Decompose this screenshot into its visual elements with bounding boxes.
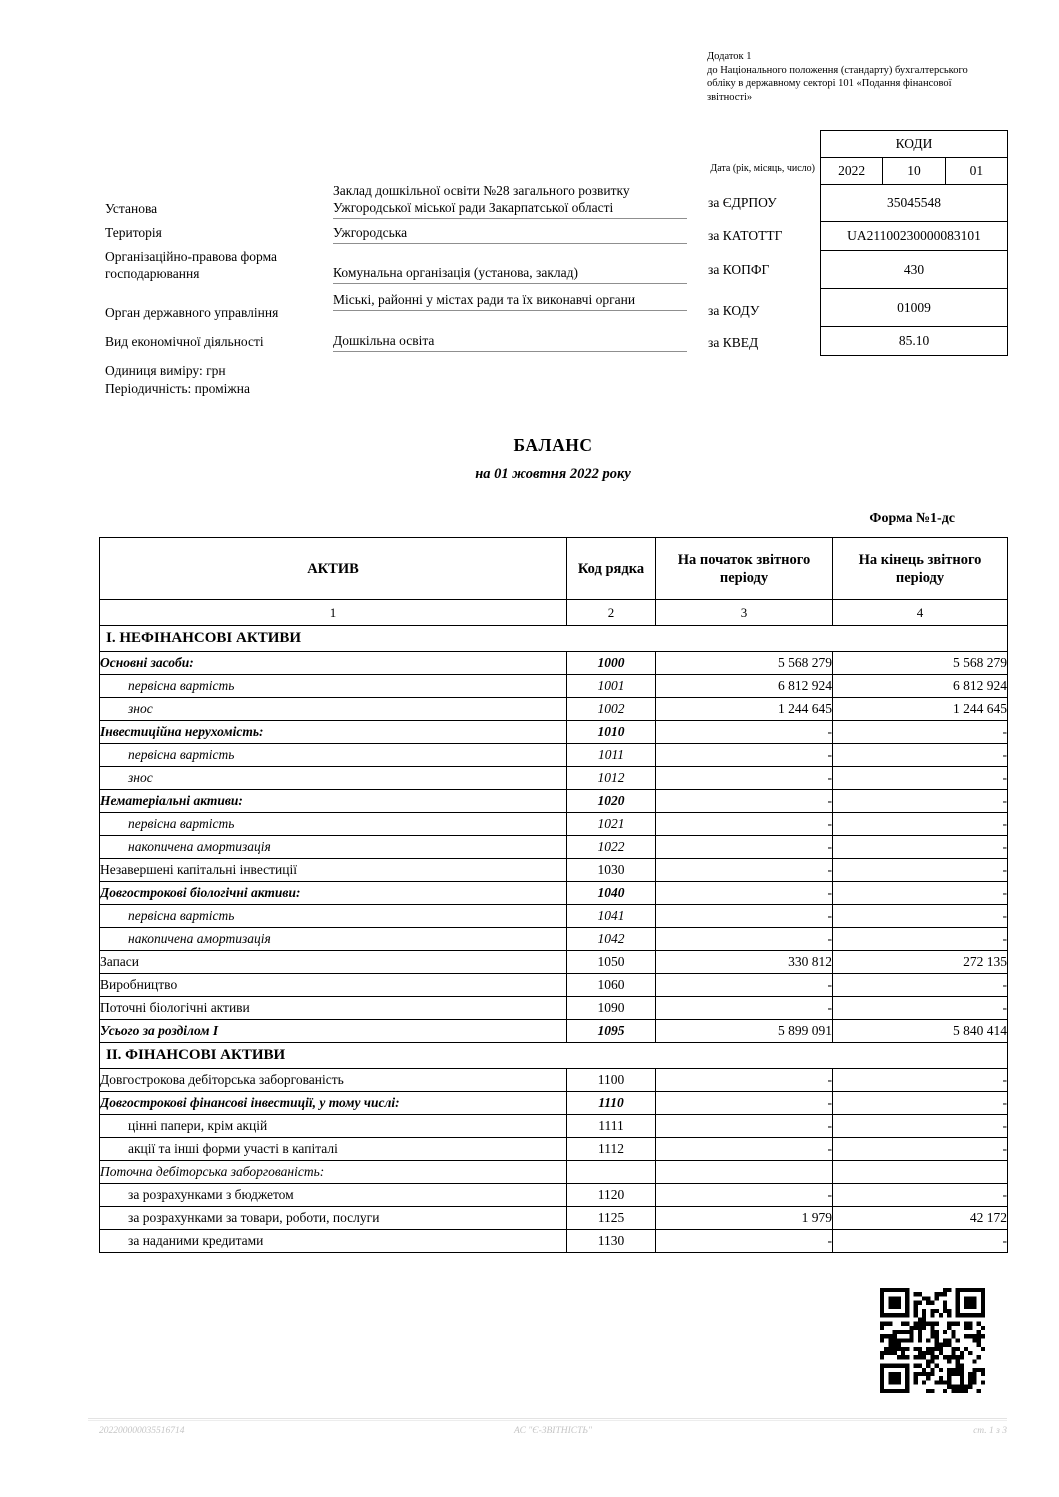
- row-value-end: 5 840 414: [833, 1020, 1008, 1043]
- row-code: 1000: [567, 652, 656, 675]
- section-header: І. НЕФІНАНСОВІ АКТИВИ: [100, 626, 1008, 652]
- row-value-end: 6 812 924: [833, 675, 1008, 698]
- table-row: [100, 1184, 1008, 1207]
- kodu-label: за КОДУ: [708, 303, 760, 318]
- row-code: 1095: [567, 1020, 656, 1043]
- table-row: [100, 1138, 1008, 1161]
- row-value-end: -: [833, 882, 1008, 905]
- row-value-end: 42 172: [833, 1207, 1008, 1230]
- row-value-end: -: [833, 1184, 1008, 1207]
- table-row: [100, 790, 1008, 813]
- row-value-start: -: [656, 997, 833, 1020]
- appendix-note-line: Додаток 1: [707, 51, 752, 62]
- table-row: [100, 905, 1008, 928]
- footer-divider: [88, 1418, 1007, 1421]
- org-label-organ: Орган державного управління: [105, 305, 279, 320]
- row-value-end: -: [833, 790, 1008, 813]
- document-title: БАЛАНС: [513, 435, 593, 455]
- kopfg-value: 430: [821, 251, 1008, 289]
- row-value-end: -: [833, 1069, 1008, 1092]
- table-row: [100, 859, 1008, 882]
- table-row: [100, 626, 1008, 652]
- col-number: 4: [833, 600, 1008, 626]
- row-value-start: -: [656, 1230, 833, 1253]
- appendix-note-line: звітності»: [707, 91, 753, 103]
- row-value-start: -: [656, 882, 833, 905]
- table-row: [100, 974, 1008, 997]
- row-code: [567, 1161, 656, 1184]
- row-code: 1010: [567, 721, 656, 744]
- row-code: 1130: [567, 1230, 656, 1253]
- appendix-note-line: до Національного положення (стандарту) бухгалтерського: [707, 64, 968, 76]
- col-number: 2: [567, 600, 656, 626]
- row-value-end: -: [833, 813, 1008, 836]
- periodicity: Періодичність: проміжна: [105, 381, 250, 396]
- table-row: [100, 1207, 1008, 1230]
- table-row: [100, 675, 1008, 698]
- table-row: [100, 652, 1008, 675]
- row-value-start: 6 812 924: [656, 675, 833, 698]
- appendix-note: [707, 50, 1012, 104]
- table-row: [100, 767, 1008, 790]
- kopfg-label: за КОПФГ: [708, 262, 770, 277]
- row-code: 1110: [567, 1092, 656, 1115]
- form-number-label: Форма №1-дс: [869, 511, 955, 526]
- edrpou-value: 35045548: [821, 185, 1008, 222]
- row-value-end: -: [833, 744, 1008, 767]
- col-header-period-end: На кінець звітного періоду: [833, 538, 1008, 600]
- table-row: [100, 698, 1008, 721]
- katottg-value: UA21100230000083101: [821, 222, 1008, 251]
- row-value-start: [656, 1161, 833, 1184]
- org-label-kved: Вид економічної діяльності: [105, 334, 264, 349]
- row-value-end: -: [833, 859, 1008, 882]
- row-value-start: -: [656, 928, 833, 951]
- row-code: 1011: [567, 744, 656, 767]
- row-value-start: 1 979: [656, 1207, 833, 1230]
- org-label-terytoria: Територія: [105, 225, 162, 240]
- table-row: [100, 928, 1008, 951]
- row-code: 1112: [567, 1138, 656, 1161]
- row-value-end: 1 244 645: [833, 698, 1008, 721]
- row-code: 1090: [567, 997, 656, 1020]
- date-year: 2022: [821, 158, 883, 185]
- row-name: за розрахунками за товари, роботи, послуги: [100, 1207, 567, 1230]
- row-name: Усього за розділом І: [100, 1020, 567, 1043]
- col-header-period-start: На початок звітного періоду: [656, 538, 833, 600]
- col-number: 3: [656, 600, 833, 626]
- row-code: 1021: [567, 813, 656, 836]
- row-value-start: -: [656, 859, 833, 882]
- row-code: 1120: [567, 1184, 656, 1207]
- row-value-end: -: [833, 1230, 1008, 1253]
- row-name: Довгострокові фінансові інвестиції, у тому числі:: [100, 1092, 567, 1115]
- row-value-start: 5 899 091: [656, 1020, 833, 1043]
- row-code: 1012: [567, 767, 656, 790]
- row-value-end: -: [833, 997, 1008, 1020]
- row-name: Основні засоби:: [100, 652, 567, 675]
- kved-value: 85.10: [821, 327, 1008, 356]
- kved-label: за КВЕД: [708, 335, 759, 350]
- col-number: 1: [100, 600, 567, 626]
- row-name: Виробництво: [100, 974, 567, 997]
- document-subtitle: на 01 жовтня 2022 року: [475, 466, 631, 482]
- qr-code: [880, 1288, 985, 1393]
- row-value-end: -: [833, 905, 1008, 928]
- row-value-end: -: [833, 1092, 1008, 1115]
- footer-page-number: ст. 1 з 3: [973, 1426, 1007, 1436]
- row-value-start: -: [656, 744, 833, 767]
- date-label: Дата (рік, місяць, число): [710, 163, 815, 174]
- table-row: [100, 1020, 1008, 1043]
- row-code: 1040: [567, 882, 656, 905]
- footer-system-name: АС "Є-ЗВІТНІСТЬ": [514, 1426, 592, 1436]
- org-value-organ: Міські, районні у містах ради та їх виконавчі органи: [333, 291, 687, 311]
- row-code: 1041: [567, 905, 656, 928]
- table-row: [100, 836, 1008, 859]
- table-row: [100, 1115, 1008, 1138]
- row-value-start: 330 812: [656, 951, 833, 974]
- row-value-end: -: [833, 836, 1008, 859]
- row-name: Незавершені капітальні інвестиції: [100, 859, 567, 882]
- row-code: 1060: [567, 974, 656, 997]
- row-value-end: -: [833, 1115, 1008, 1138]
- row-name: знос: [100, 767, 567, 790]
- date-month: 10: [883, 158, 945, 185]
- row-name: первісна вартість: [100, 905, 567, 928]
- row-value-end: -: [833, 767, 1008, 790]
- org-label-ustanova: Установа: [105, 201, 158, 216]
- date-day: 01: [945, 158, 1007, 185]
- row-code: 1030: [567, 859, 656, 882]
- footer-report-id: 202200000035516714: [99, 1426, 185, 1436]
- row-code: 1050: [567, 951, 656, 974]
- row-name: накопичена амортизація: [100, 928, 567, 951]
- col-header-code: Код рядка: [567, 538, 656, 600]
- row-name: первісна вартість: [100, 744, 567, 767]
- row-value-start: -: [656, 905, 833, 928]
- org-value-terytoria: Ужгородська: [333, 224, 687, 244]
- row-name: акції та інші форми участі в капіталі: [100, 1138, 567, 1161]
- row-name: Довгострокові біологічні активи:: [100, 882, 567, 905]
- row-value-start: -: [656, 767, 833, 790]
- row-code: 1001: [567, 675, 656, 698]
- row-value-end: 5 568 279: [833, 652, 1008, 675]
- org-value-kved: Дошкільна освіта: [333, 332, 687, 352]
- table-row: [100, 1161, 1008, 1184]
- row-value-start: -: [656, 1138, 833, 1161]
- table-row: [100, 744, 1008, 767]
- row-code: 1100: [567, 1069, 656, 1092]
- table-row: [100, 951, 1008, 974]
- table-row: [100, 1043, 1008, 1069]
- row-name: за наданими кредитами: [100, 1230, 567, 1253]
- row-value-end: 272 135: [833, 951, 1008, 974]
- row-code: 1125: [567, 1207, 656, 1230]
- org-label-opf: Організаційно-правова форма господарювання: [105, 249, 278, 281]
- org-value-ustanova: Заклад дошкільної освіти №28 загального розвитку Ужгородської міської ради Закарпатської області: [333, 182, 687, 219]
- row-code: 1020: [567, 790, 656, 813]
- row-name: Поточна дебіторська заборгованість:: [100, 1161, 567, 1184]
- section-header: ІІ. ФІНАНСОВІ АКТИВИ: [100, 1043, 1008, 1069]
- row-code: 1111: [567, 1115, 656, 1138]
- row-value-start: -: [656, 1092, 833, 1115]
- row-name: Інвестиційна нерухомість:: [100, 721, 567, 744]
- edrpou-label: за ЄДРПОУ: [708, 195, 777, 210]
- row-value-start: -: [656, 1115, 833, 1138]
- kodu-value: 01009: [821, 289, 1008, 327]
- table-row: [100, 997, 1008, 1020]
- row-code: 1042: [567, 928, 656, 951]
- unit-of-measure: Одиниця виміру: грн: [105, 363, 226, 378]
- row-value-start: 1 244 645: [656, 698, 833, 721]
- row-name: знос: [100, 698, 567, 721]
- row-name: первісна вартість: [100, 675, 567, 698]
- row-value-start: -: [656, 1069, 833, 1092]
- row-value-start: -: [656, 836, 833, 859]
- org-value-opf: Комунальна організація (установа, заклад): [333, 264, 687, 284]
- codes-title: КОДИ: [821, 131, 1008, 158]
- row-name: за розрахунками з бюджетом: [100, 1184, 567, 1207]
- row-name: Поточні біологічні активи: [100, 997, 567, 1020]
- row-value-start: -: [656, 974, 833, 997]
- row-value-end: -: [833, 974, 1008, 997]
- row-name: Запаси: [100, 951, 567, 974]
- table-row: [100, 1230, 1008, 1253]
- row-name: Нематеріальні активи:: [100, 790, 567, 813]
- row-code: 1022: [567, 836, 656, 859]
- table-row: [100, 721, 1008, 744]
- row-code: 1002: [567, 698, 656, 721]
- row-name: Довгострокова дебіторська заборгованість: [100, 1069, 567, 1092]
- row-value-start: 5 568 279: [656, 652, 833, 675]
- col-header-aktyv: АКТИВ: [100, 538, 567, 600]
- appendix-note-line: обліку в державному секторі 101 «Подання фінансової: [707, 78, 952, 89]
- table-row: [100, 882, 1008, 905]
- row-value-start: -: [656, 721, 833, 744]
- row-name: накопичена амортизація: [100, 836, 567, 859]
- row-value-end: -: [833, 721, 1008, 744]
- row-value-start: -: [656, 1184, 833, 1207]
- row-value-end: -: [833, 1138, 1008, 1161]
- row-name: цінні папери, крім акцій: [100, 1115, 567, 1138]
- codes-table: [820, 130, 1008, 356]
- row-name: первісна вартість: [100, 813, 567, 836]
- table-row: [100, 1092, 1008, 1115]
- row-value-start: -: [656, 790, 833, 813]
- assets-table: [99, 537, 1008, 1253]
- table-row: [100, 1069, 1008, 1092]
- katottg-label: за КАТОТТГ: [708, 228, 783, 243]
- row-value-end: -: [833, 928, 1008, 951]
- row-value-end: [833, 1161, 1008, 1184]
- table-row: [100, 813, 1008, 836]
- row-value-start: -: [656, 813, 833, 836]
